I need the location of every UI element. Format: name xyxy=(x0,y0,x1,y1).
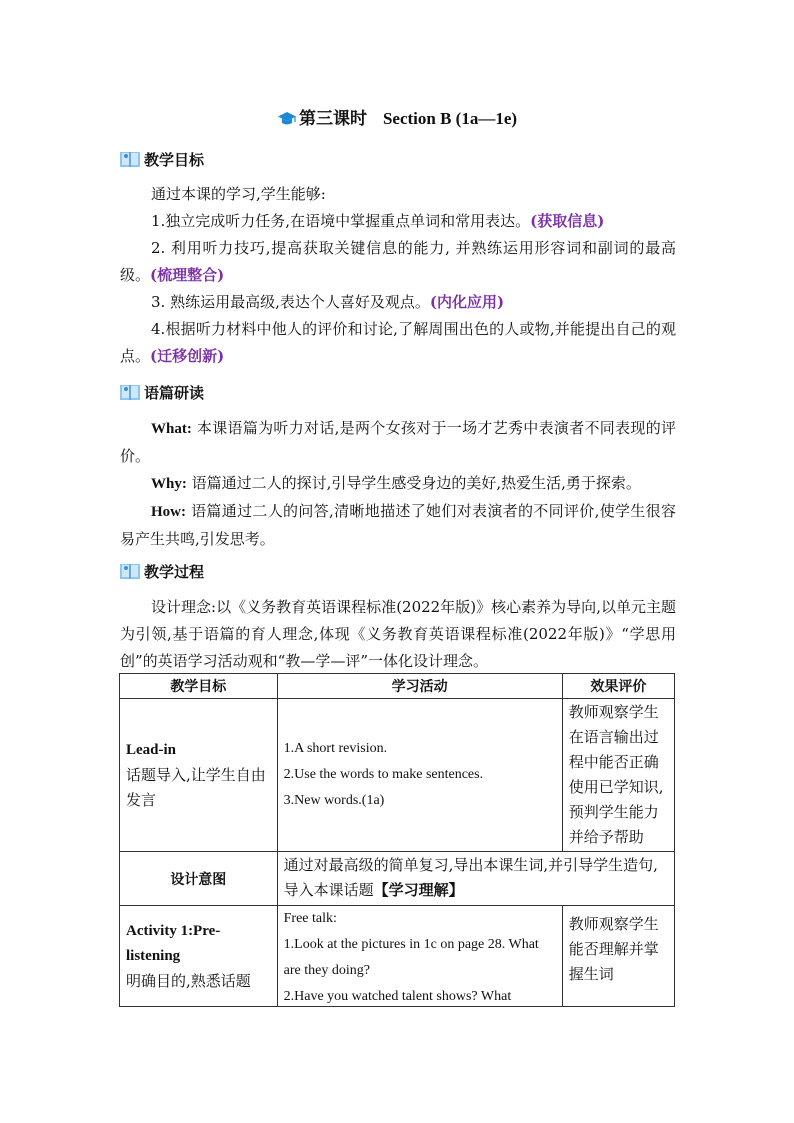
table-header-row xyxy=(120,674,675,699)
table-header: 教学目标 xyxy=(120,674,278,699)
table-cell-goal: Activity 1:Pre-listening 明确目的,熟悉话题 xyxy=(120,906,278,1007)
process-concept: 设计理念:以《义务教育英语课程标准(2022年版)》核心素养为导向,以单元主题为引领,基于语篇的育人理念,体现《义务教育英语课程标准(2022年版)》“学思用创”的英语学习活动观和“教—学—评”一体化设计理念。 xyxy=(120,598,676,670)
table-cell-eval: 教师观察学生能否理解并掌握生词 xyxy=(562,906,674,1007)
objective-item: 1.独立完成听力任务,在语境中掌握重点单词和常用表达。(获取信息) xyxy=(151,212,605,230)
table-row xyxy=(120,699,675,852)
book-icon xyxy=(119,561,141,581)
table-header: 学习活动 xyxy=(277,674,562,699)
table-cell-goal: Lead-in 话题导入,让学生自由发言 xyxy=(120,699,278,852)
section-title: 教学过程 xyxy=(144,562,205,581)
section-title: 语篇研读 xyxy=(144,383,205,402)
objective-item: 2. 利用听力技巧,提高获取关键信息的能力, 并熟练运用形容词和副词的最高级。(梳理整合) xyxy=(120,239,676,284)
section-title: 教学目标 xyxy=(144,150,205,169)
objective-item: 3. 熟练运用最高级,表达个人喜好及观点。(内化应用) xyxy=(151,293,505,311)
objectives-block xyxy=(120,181,676,370)
lesson-label: 第三课时 xyxy=(298,109,367,128)
table-cell-activities: Free talk: 1.Look at the pictures in 1c on page 28. What are they doing? 2.Have you watched talent shows? What xyxy=(277,906,562,1007)
book-icon xyxy=(119,149,141,169)
analysis-why: Why: 语篇通过二人的探讨,引导学生感受身边的美好,热爱生活,勇于探索。 xyxy=(151,474,641,492)
analysis-what: What: 本课语篇为听力对话,是两个女孩对于一场才艺秀中表演者不同表现的评价。 xyxy=(120,419,676,465)
table-cell-design: 通过对最高级的简单复习,导出本课生词,并引导学生造句,导入本课话题【学习理解】 xyxy=(277,852,674,906)
table-row xyxy=(120,852,675,906)
table-cell-eval: 教师观察学生在语言输出过程中能否正确使用已学知识,预判学生能力并给予帮助 xyxy=(562,699,674,852)
lesson-plan-table xyxy=(119,673,675,1007)
objectives-intro: 通过本课的学习,学生能够: xyxy=(151,185,326,203)
objective-item: 4.根据听力材料中他人的评价和讨论,了解周围出色的人或物,并能提出自己的观点。(迁移创新) xyxy=(120,320,676,365)
page-title xyxy=(0,104,794,132)
graduation-cap-icon xyxy=(277,111,297,132)
book-icon xyxy=(119,382,141,402)
table-cell-activities: 1.A short revision. 2.Use the words to make sentences. 3.New words.(1a) xyxy=(277,699,562,852)
table-row xyxy=(120,906,675,1007)
table-header: 效果评价 xyxy=(562,674,674,699)
section-heading-objectives xyxy=(119,148,204,170)
table-cell-label: 设计意图 xyxy=(120,852,278,906)
analysis-how: How: 语篇通过二人的问答,清晰地描述了她们对表演者的不同评价,使学生很容易产生共鸣,引发思考。 xyxy=(120,502,676,548)
section-label: Section B (1a—1e) xyxy=(382,109,518,128)
section-heading-process xyxy=(119,560,204,582)
section-heading-analysis xyxy=(119,381,204,403)
analysis-block xyxy=(120,415,676,553)
